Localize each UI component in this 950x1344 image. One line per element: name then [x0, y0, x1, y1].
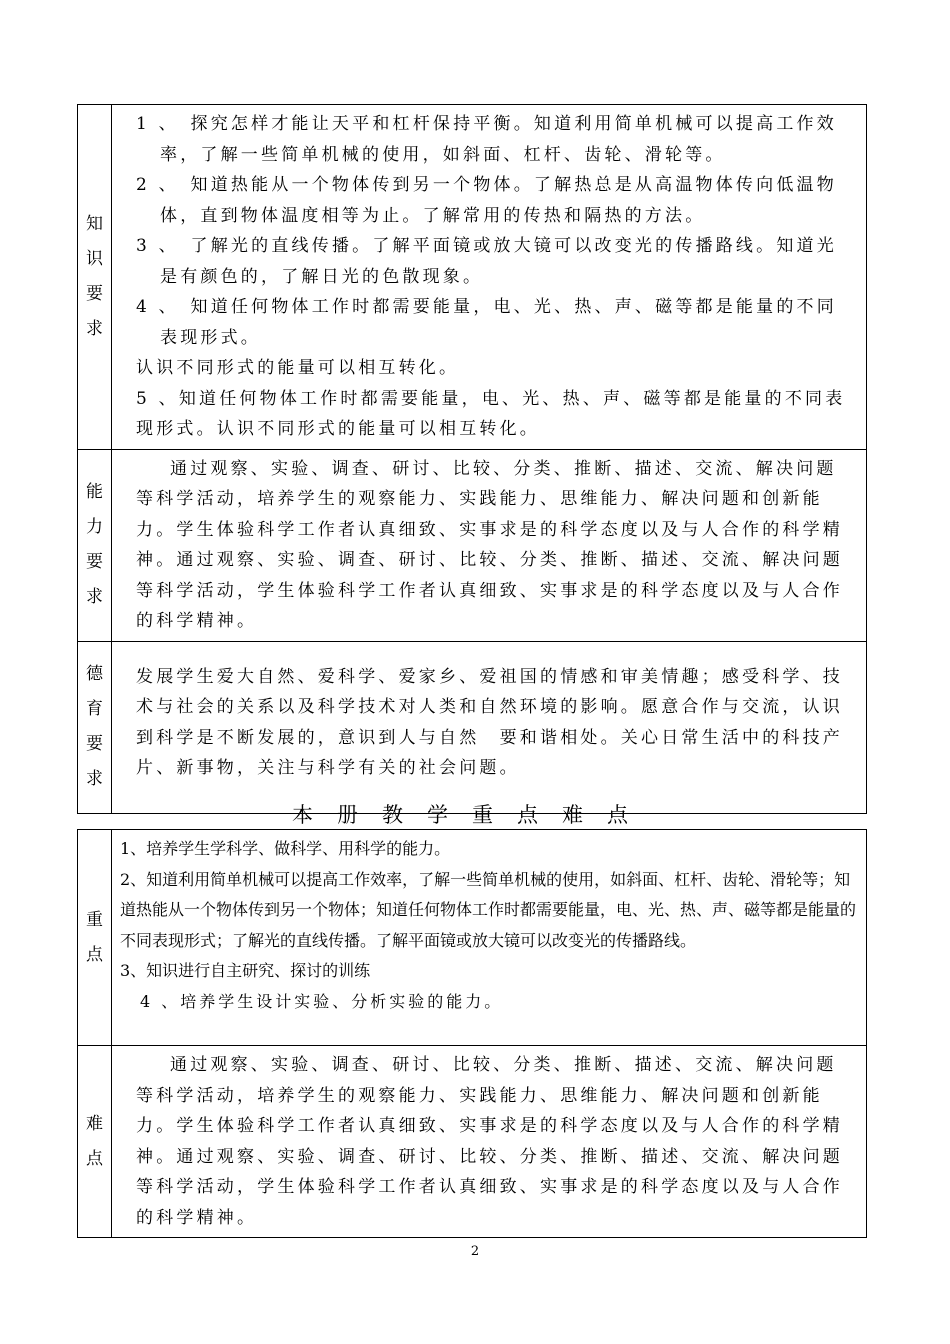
- ability-content: [112, 449, 867, 641]
- knowledge-item: 1 、 探究怎样才能让天平和杠杆保持平衡。知道利用简单机械可以提高工作效率，了解一些简单机械的使用，如斜面、杠杆、齿轮、滑轮等。: [136, 114, 837, 165]
- knowledge-content: [112, 105, 867, 450]
- difficulties-row: [78, 1046, 867, 1238]
- moral-content: [112, 641, 867, 813]
- knowledge-item: 5 、知道任何物体工作时都需要能量，电、光、热、声、磁等都是能量的不同表现形式。认识不同形式的能量可以相互转化。: [136, 388, 846, 439]
- key-points-row: [78, 830, 867, 1046]
- knowledge-row: [78, 105, 867, 450]
- knowledge-item: 2 、 知道热能从一个物体传到另一个物体。了解热总是从高温物体传向低温物体，直到物体温度相等为止。了解常用的传热和隔热的方法。: [136, 175, 837, 226]
- knowledge-item: 认识不同形式的能量可以相互转化。: [136, 358, 460, 378]
- key-point-item: 3、知识进行自主研究、探讨的训练: [120, 961, 371, 980]
- key-points-label: 重 点: [78, 830, 112, 1046]
- key-point-item: 2、知道利用简单机械可以提高工作效率，了解一些简单机械的使用，如斜面、杠杆、齿轮、滑轮等；知道热能从一个物体传到另一个物体；知道任何物体工作时都需要能量，电、光、热、声、磁等都是能量的不同表现形式；了解光的直线传播。了解平面镜或放大镜可以改变光的传播路线。: [120, 869, 857, 950]
- ability-label: 能 力 要 求: [78, 449, 112, 641]
- key-point-item: 4 、培养学生设计实验、分析实验的能力。: [140, 991, 504, 1011]
- moral-label: 德 育 要 求: [78, 641, 112, 813]
- key-difficulty-table: [77, 829, 867, 1238]
- moral-row: [78, 641, 867, 813]
- knowledge-item: 3 、 了解光的直线传播。了解平面镜或放大镜可以改变光的传播路线。知道光是有颜色的，了解日光的色散现象。: [136, 236, 837, 287]
- ability-row: [78, 449, 867, 641]
- moral-text: 发展学生爱大自然、爱科学、爱家乡、爱祖国的情感和审美情趣；感受科学、技术与社会的关系以及科学技术对人类和自然环境的影响。愿意合作与交流，认识到科学是不断发展的，意识到人与自然 要和谐相处。关心日常生活中的科技产片、新事物，关注与科学有关的社会问题。: [136, 666, 843, 778]
- key-point-item: 1、培养学生学科学、做科学、用科学的能力。: [120, 839, 451, 858]
- ability-text: 通过观察、实验、调查、研讨、比较、分类、推断、描述、交流、解决问题等科学活动，培养学生的观察能力、实践能力、思维能力、解决问题和创新能力。学生体验科学工作者认真细致、实事求是的科学态度以及与人合作的科学精神。通过观察、实验、调查、研讨、比较、分类、推断、描述、交流、解决问题等科学活动，学生体验科学工作者认真细致、实事求是的科学态度以及与人合作的科学精神。: [136, 458, 843, 631]
- key-points-content: [112, 830, 867, 1046]
- difficulties-content: [112, 1046, 867, 1238]
- page-number: 2: [470, 1244, 480, 1259]
- section-title: 本册教学重点难点: [292, 803, 652, 827]
- difficulties-label: 难 点: [78, 1046, 112, 1238]
- knowledge-label: 知 识 要 求: [78, 105, 112, 450]
- requirements-table: [77, 104, 867, 814]
- knowledge-item: 4 、 知道任何物体工作时都需要能量，电、光、热、声、磁等都是能量的不同表现形式。: [136, 297, 837, 348]
- difficulties-text: 通过观察、实验、调查、研讨、比较、分类、推断、描述、交流、解决问题等科学活动，培养学生的观察能力、实践能力、思维能力、解决问题和创新能力。学生体验科学工作者认真细致、实事求是的科学态度以及与人合作的科学精神。通过观察、实验、调查、研讨、比较、分类、推断、描述、交流、解决问题等科学活动，学生体验科学工作者认真细致、实事求是的科学态度以及与人合作的科学精神。: [136, 1055, 843, 1228]
